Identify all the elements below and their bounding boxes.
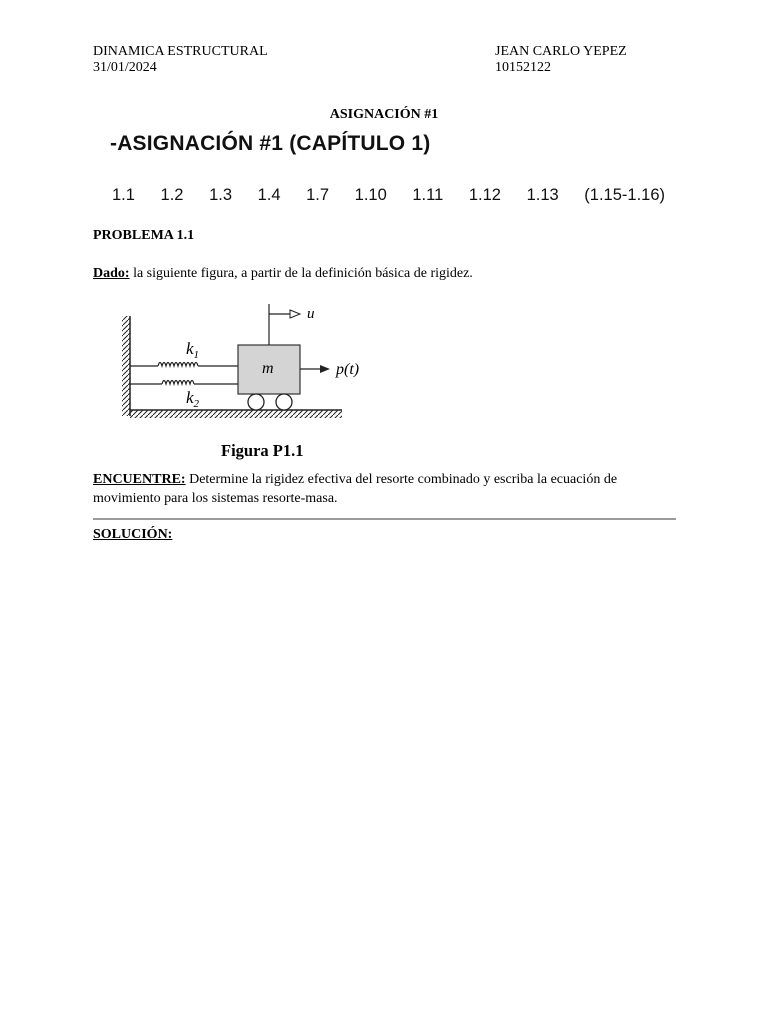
find-label: ENCUENTRE:	[93, 472, 186, 487]
wheel	[276, 394, 292, 410]
force-arrow	[300, 365, 330, 373]
force-label: p(t)	[336, 361, 360, 378]
wall-support	[122, 316, 130, 416]
header-left	[93, 44, 268, 76]
exercise-item: 1.2	[160, 186, 184, 204]
date: 31/01/2024	[93, 60, 157, 75]
student-id: 10152122	[495, 60, 551, 75]
given-label: Dado:	[93, 266, 130, 281]
k1-label: $k_1$	[186, 339, 200, 361]
exercise-item: 1.13	[526, 186, 559, 204]
ground-surface	[130, 410, 342, 418]
exercise-item: 1.12	[468, 186, 501, 204]
exercise-item: 1.4	[257, 186, 281, 204]
find-text: Determine la rigidez efectiva del resorte combinado y escriba la ecuación de movimiento para los sistemas resorte-masa.	[93, 472, 618, 506]
header-right	[495, 44, 627, 76]
exercise-item: 1.3	[209, 186, 232, 204]
problem-heading: PROBLEMA 1.1	[93, 228, 195, 243]
given-paragraph	[93, 266, 473, 282]
mass-label: m	[262, 360, 274, 377]
exercise-item: 1.10	[354, 186, 387, 204]
chapter-heading: -ASIGNACIÓN #1 (CAPÍTULO 1)	[110, 132, 431, 155]
exercise-item: (1.15-1.16)	[584, 186, 666, 204]
spring-k1	[130, 363, 238, 367]
spring-k2	[130, 381, 238, 385]
document-title: ASIGNACIÓN #1	[329, 107, 439, 122]
spring-mass-figure	[118, 300, 378, 425]
displacement-label: u	[307, 306, 315, 322]
exercise-item: 1.1	[112, 186, 135, 204]
find-paragraph	[93, 470, 678, 508]
k2-label: $k_2$	[186, 388, 200, 410]
given-text: la siguiente figura, a partir de la definición básica de rigidez.	[129, 266, 473, 281]
course-name: DINAMICA ESTRUCTURAL	[93, 44, 268, 59]
displacement-arrow	[269, 304, 300, 345]
exercise-list	[112, 186, 665, 205]
author-name: JEAN CARLO YEPEZ	[495, 44, 627, 59]
wheel	[248, 394, 264, 410]
horizontal-divider	[93, 518, 676, 520]
solution-heading: SOLUCIÓN:	[93, 527, 173, 542]
figure-caption: Figura P1.1	[221, 441, 304, 460]
exercise-item: 1.7	[306, 186, 330, 204]
exercise-item: 1.11	[412, 186, 444, 204]
